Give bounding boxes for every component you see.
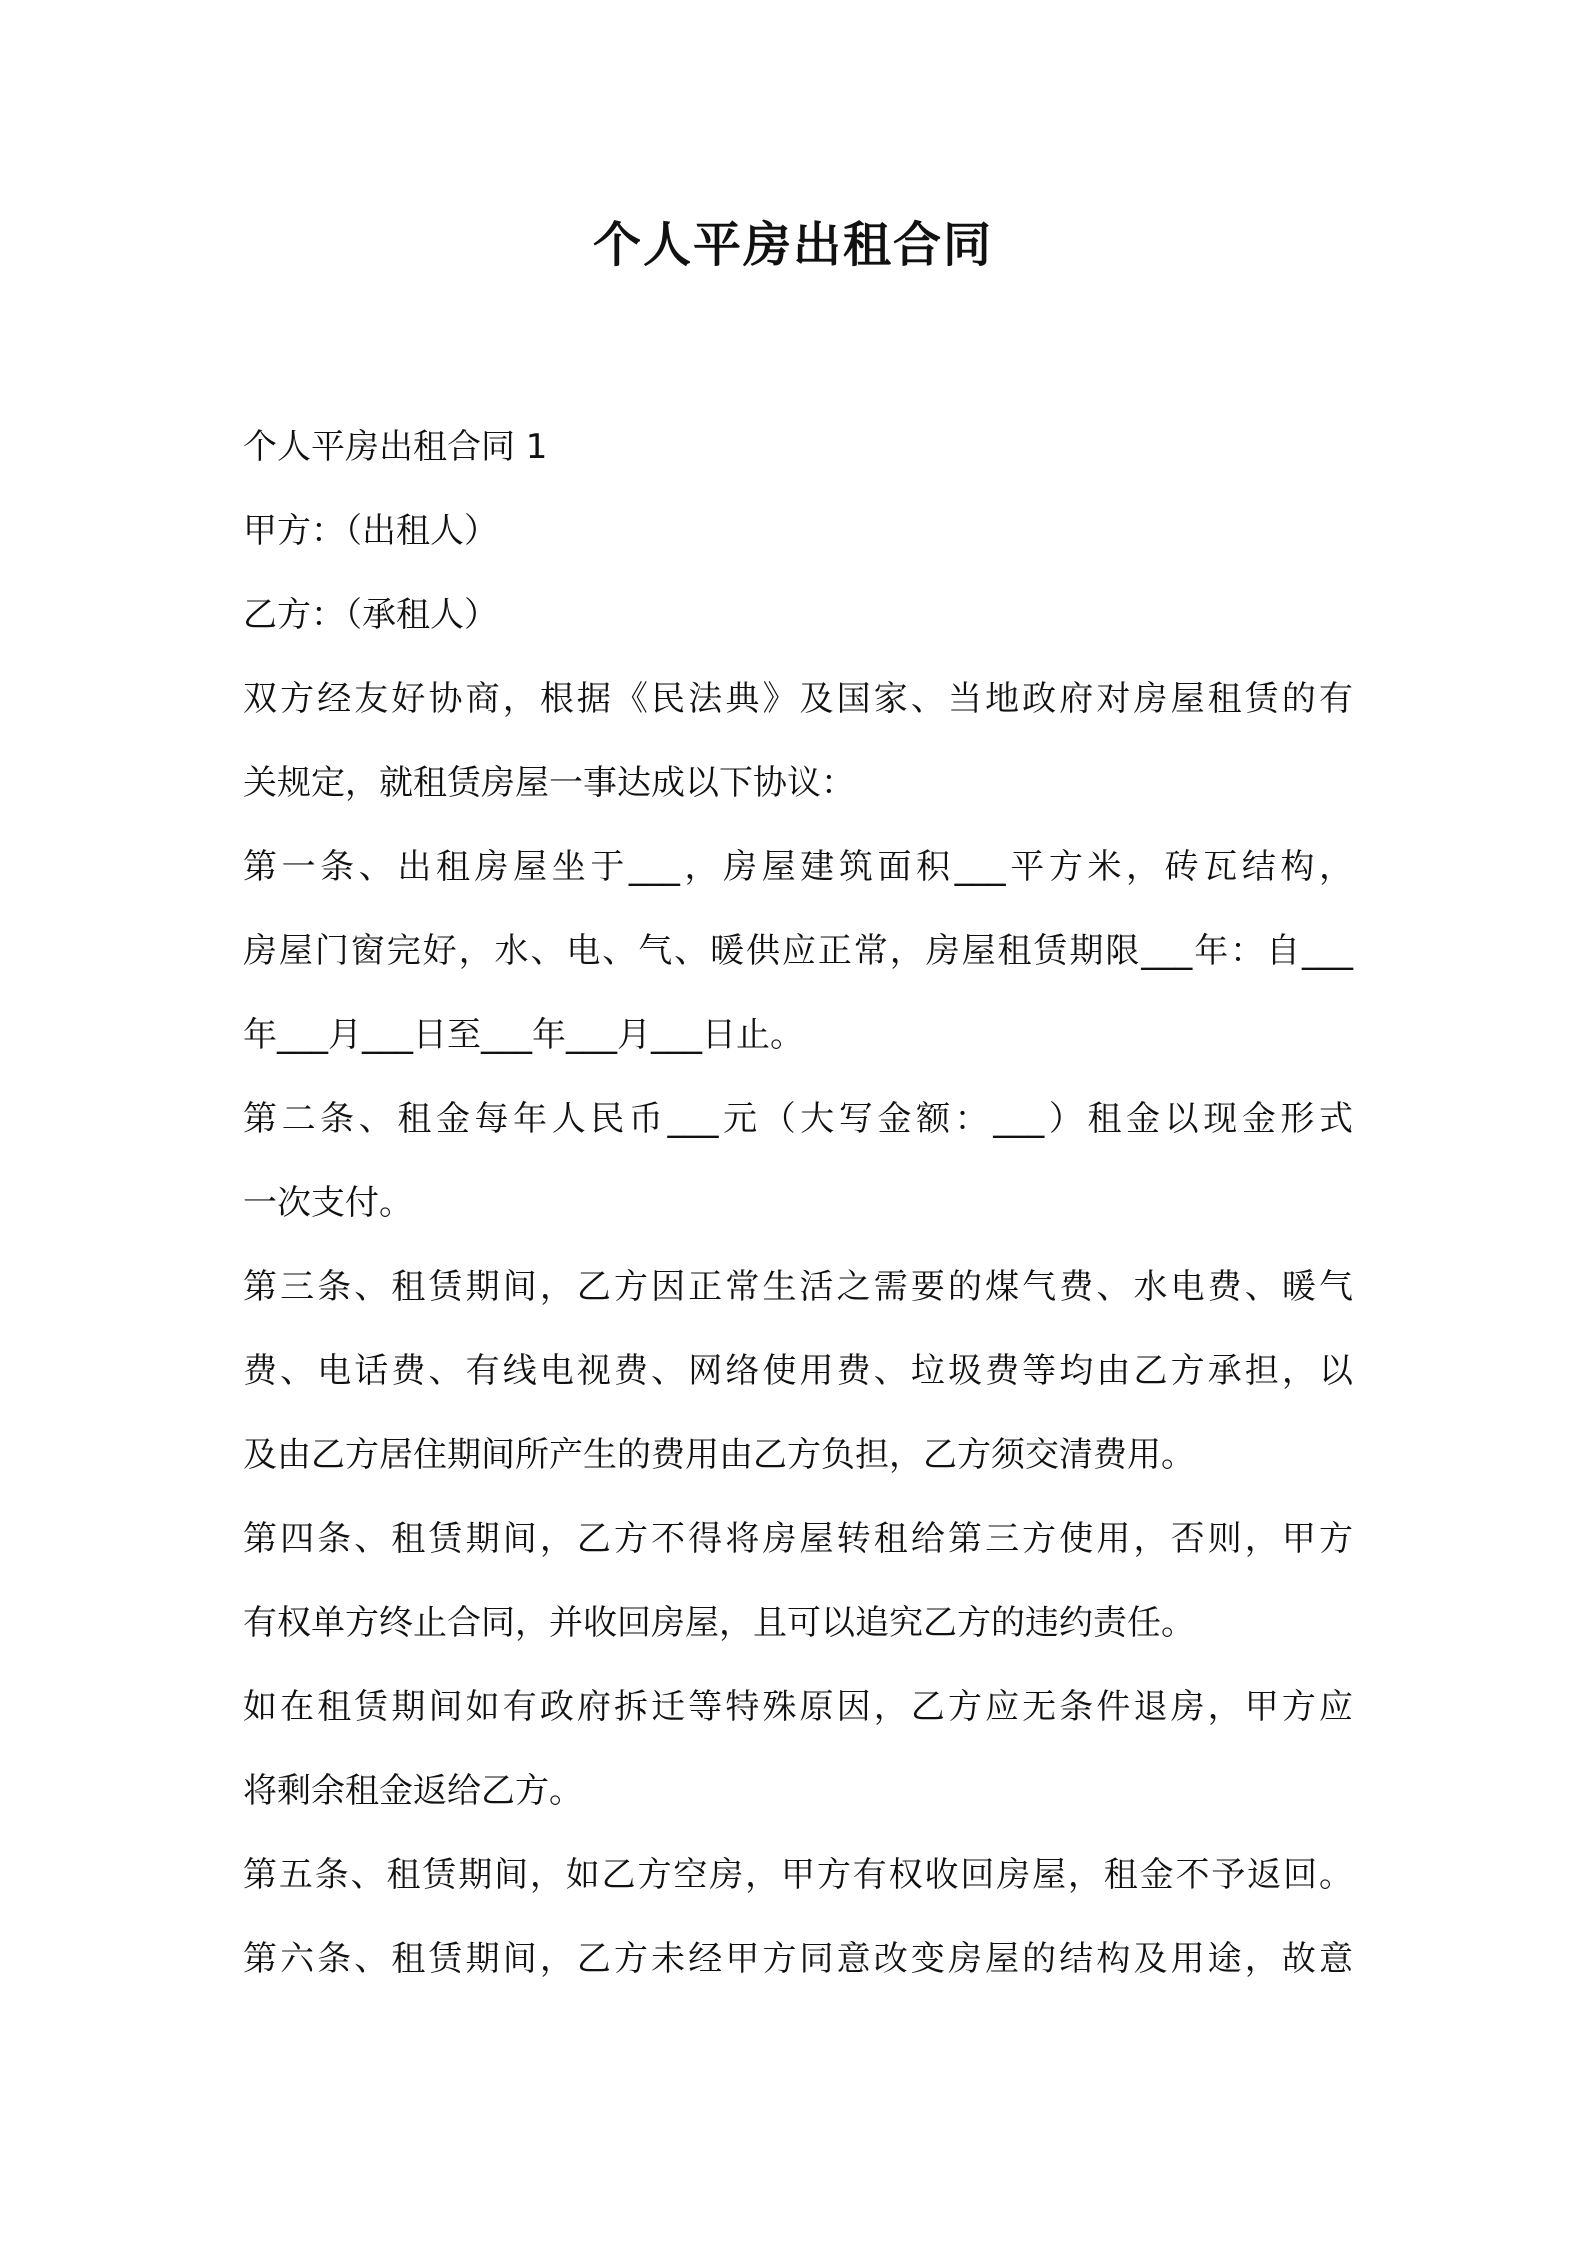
document-title: 个人平房出租合同 xyxy=(592,217,993,273)
text-line: 个人平房出租合同 1 xyxy=(243,427,548,467)
text-line: 如在租赁期间如有政府拆迁等特殊原因，乙方应无条件退房，甲方应 xyxy=(243,1687,1353,1727)
text-line: 第四条、租赁期间，乙方不得将房屋转租给第三方使用，否则，甲方 xyxy=(243,1519,1353,1559)
text-line: 将剩余租金返给乙方。 xyxy=(243,1771,583,1811)
text-line: 第二条、租金每年人民币___元（大写金额：___）租金以现金形式 xyxy=(243,1099,1353,1139)
text-line: 双方经友好协商，根据《民法典》及国家、当地政府对房屋租赁的有 xyxy=(243,679,1353,719)
text-line: 有权单方终止合同，并收回房屋，且可以追究乙方的违约责任。 xyxy=(243,1603,1195,1643)
text-line: 第一条、出租房屋坐于___，房屋建筑面积___平方米，砖瓦结构， xyxy=(243,847,1353,887)
text-line: 一次支付。 xyxy=(243,1183,413,1223)
text-line: 第五条、租赁期间，如乙方空房，甲方有权收回房屋，租金不予返回。 xyxy=(243,1855,1353,1895)
text-line: 第三条、租赁期间，乙方因正常生活之需要的煤气费、水电费、暖气 xyxy=(243,1267,1353,1307)
text-line: 年___月___日至___年___月___日止。 xyxy=(243,1015,804,1055)
text-line: 甲方：（出租人） xyxy=(243,511,498,551)
text-line: 房屋门窗完好，水、电、气、暖供应正常，房屋租赁期限___年：自___ xyxy=(243,931,1353,971)
text-line: 费、电话费、有线电视费、网络使用费、垃圾费等均由乙方承担，以 xyxy=(243,1351,1353,1391)
text-line: 乙方：（承租人） xyxy=(243,595,498,635)
text-line: 第六条、租赁期间，乙方未经甲方同意改变房屋的结构及用途，故意 xyxy=(243,1939,1353,1979)
text-line: 关规定，就租赁房屋一事达成以下协议： xyxy=(243,763,855,803)
text-line: 及由乙方居住期间所产生的费用由乙方负担，乙方须交清费用。 xyxy=(243,1435,1195,1475)
document-body xyxy=(243,405,1353,2001)
